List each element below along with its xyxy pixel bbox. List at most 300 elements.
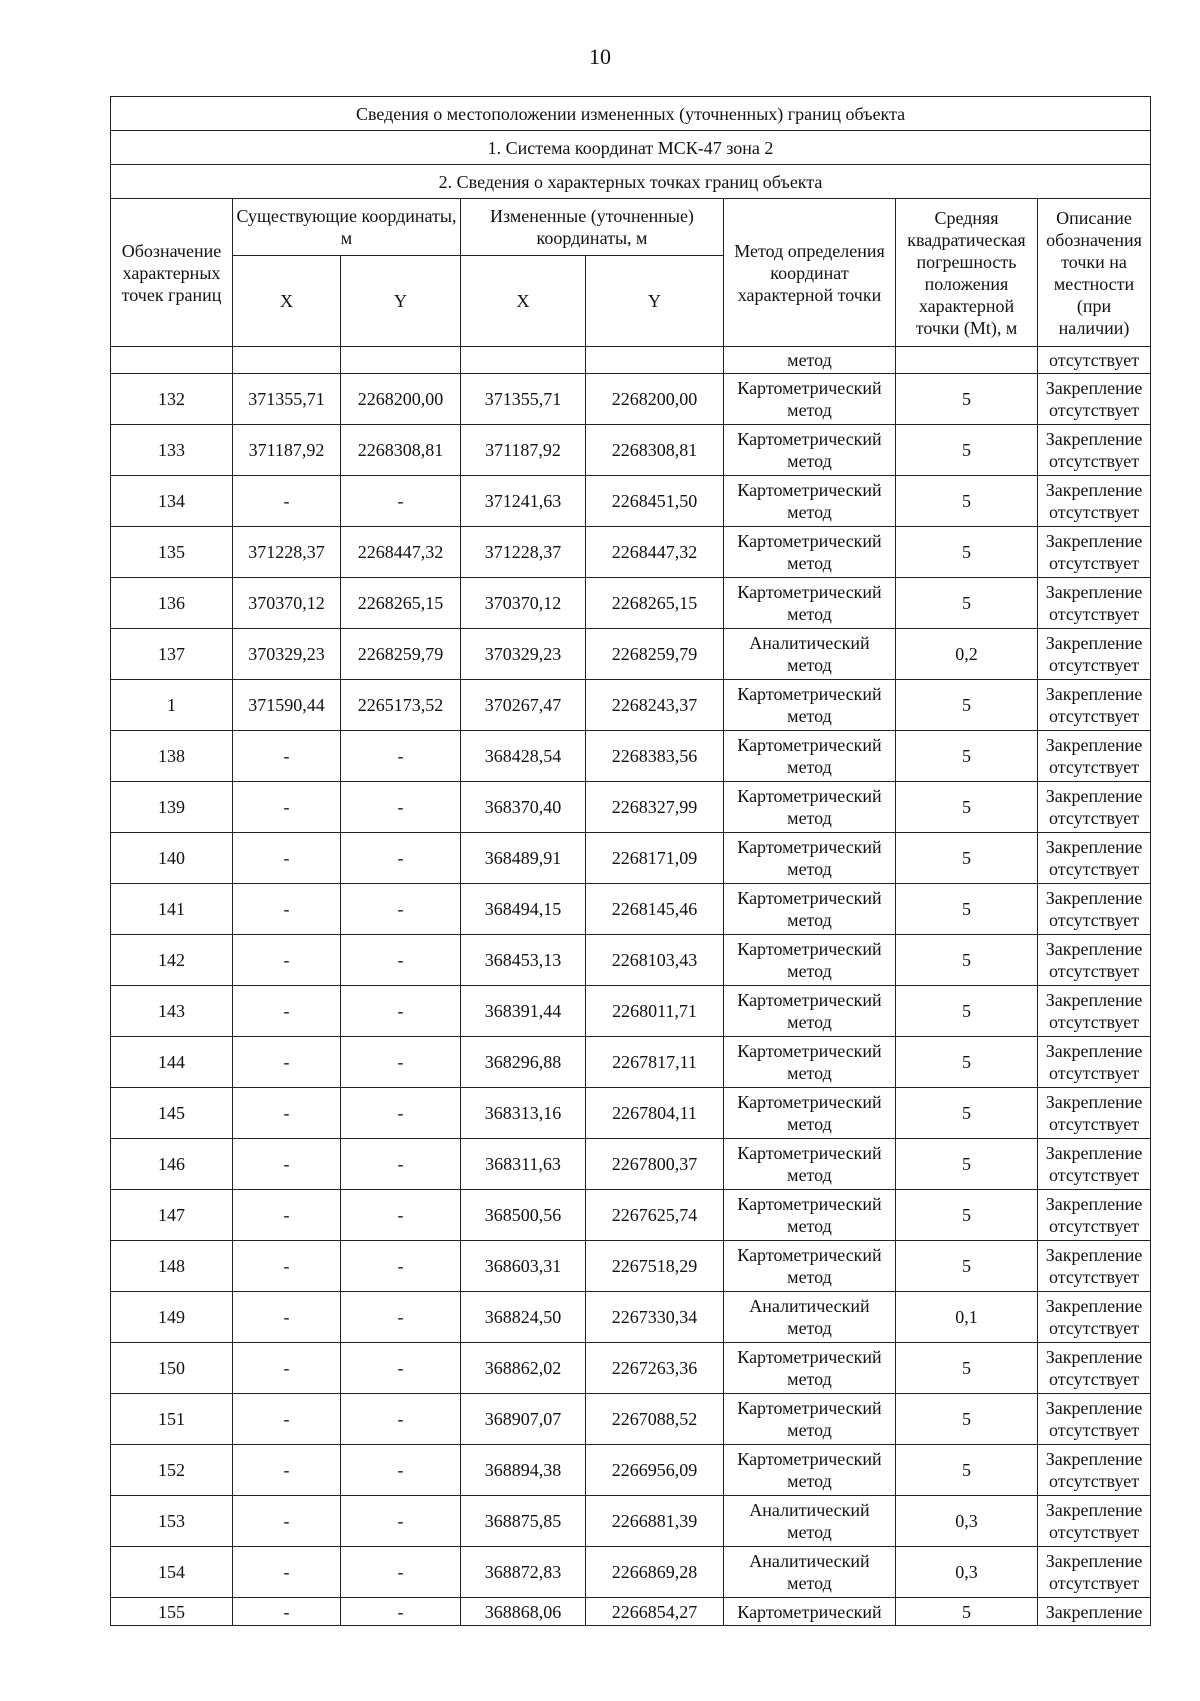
mean-square-error: 5 [896, 731, 1038, 782]
mean-square-error: 5 [896, 680, 1038, 731]
changed-x: 368907,07 [461, 1394, 586, 1445]
point-id: 139 [111, 782, 233, 833]
table-row [111, 1190, 1151, 1241]
method [724, 476, 896, 527]
table-row [111, 1139, 1151, 1190]
method [724, 527, 896, 578]
method-line-1: Картометрический [737, 786, 882, 806]
header-method: Метод определения координат характерной точки [724, 199, 896, 347]
changed-y: 2267088,52 [586, 1394, 724, 1445]
existing-x: - [233, 1598, 341, 1626]
method [724, 1190, 896, 1241]
method-line-1: Аналитический [749, 1551, 870, 1571]
description-line-1: Закрепление [1045, 582, 1143, 602]
existing-x: 371590,44 [233, 680, 341, 731]
existing-y: - [341, 1190, 461, 1241]
method-line-2: метод [787, 961, 832, 981]
description [1038, 1496, 1151, 1547]
method-line-2: метод [787, 706, 832, 726]
method-line-1: Картометрический [737, 1143, 882, 1163]
changed-x: 370267,47 [461, 680, 586, 731]
existing-y: 2265173,52 [341, 680, 461, 731]
method [724, 1037, 896, 1088]
point-id: 132 [111, 374, 233, 425]
table-row [111, 782, 1151, 833]
method-line-1: Картометрический [737, 837, 882, 857]
coordinate-system-heading: 1. Система координат МСК-47 зона 2 [111, 131, 1151, 165]
method-line-2: метод [787, 655, 832, 675]
existing-y: - [341, 476, 461, 527]
description-line-2: отсутствует [1049, 1369, 1140, 1389]
method-line-2: метод [787, 808, 832, 828]
mean-square-error: 0,3 [896, 1496, 1038, 1547]
method-line-1: Аналитический [749, 1500, 870, 1520]
changed-x: 370329,23 [461, 629, 586, 680]
table-row [111, 1598, 1151, 1626]
existing-x: - [233, 986, 341, 1037]
table-row [111, 986, 1151, 1037]
point-id: 136 [111, 578, 233, 629]
description [1038, 1088, 1151, 1139]
changed-y: 2268451,50 [586, 476, 724, 527]
table-row [111, 374, 1151, 425]
point-id: 143 [111, 986, 233, 1037]
mean-square-error: 5 [896, 782, 1038, 833]
mean-square-error: 5 [896, 425, 1038, 476]
method-line-2: метод [787, 910, 832, 930]
description-line-1: Закрепление [1045, 1449, 1143, 1469]
boundary-points-table [110, 96, 1151, 1626]
description-line-1: Закрепление [1045, 1245, 1143, 1265]
existing-x: - [233, 476, 341, 527]
mean-square-error: 5 [896, 527, 1038, 578]
description-line-1: Закрепление [1045, 1092, 1143, 1112]
method-line-2: метод [787, 604, 832, 624]
method-line-2: метод [787, 1165, 832, 1185]
method [724, 884, 896, 935]
existing-x: - [233, 1445, 341, 1496]
changed-x: 371228,37 [461, 527, 586, 578]
table-row [111, 1343, 1151, 1394]
description-line-2: отсутствует [1049, 808, 1140, 828]
changed-x: 368494,15 [461, 884, 586, 935]
changed-y: 2266956,09 [586, 1445, 724, 1496]
description-line-2: отсутствует [1049, 451, 1140, 471]
existing-y: 2268265,15 [341, 578, 461, 629]
mean-square-error: 5 [896, 884, 1038, 935]
method-line-2: метод [787, 1318, 832, 1338]
existing-x: 370370,12 [233, 578, 341, 629]
changed-y: 2267330,34 [586, 1292, 724, 1343]
existing-y: - [341, 1394, 461, 1445]
existing-y: - [341, 935, 461, 986]
point-id: 138 [111, 731, 233, 782]
existing-y: - [341, 1292, 461, 1343]
changed-y: 2268383,56 [586, 731, 724, 782]
description-line-2: отсутствует [1049, 400, 1140, 420]
description-line-2: отсутствует [1049, 1267, 1140, 1287]
mean-square-error: 0,1 [896, 1292, 1038, 1343]
point-id: 137 [111, 629, 233, 680]
changed-x: 368489,91 [461, 833, 586, 884]
description-line-1: Закрепление [1045, 429, 1143, 449]
method [724, 833, 896, 884]
changed-x: 370370,12 [461, 578, 586, 629]
mean-square-error: 5 [896, 833, 1038, 884]
header-existing-coordinates: Существующие координаты, м [233, 199, 461, 256]
mean-square-error: 5 [896, 1394, 1038, 1445]
method-line-1: Картометрический [737, 378, 882, 398]
point-id: 152 [111, 1445, 233, 1496]
method-line-2: метод [787, 859, 832, 879]
description-line-2: отсутствует [1049, 1573, 1140, 1593]
changed-x: 368875,85 [461, 1496, 586, 1547]
existing-x: - [233, 1241, 341, 1292]
method-line-1: Картометрический [737, 939, 882, 959]
changed-x: 371355,71 [461, 374, 586, 425]
description-line-1: Закрепление [1045, 939, 1143, 959]
description-line-1: Закрепление [1045, 1143, 1143, 1163]
mean-square-error: 5 [896, 374, 1038, 425]
method [724, 1139, 896, 1190]
description [1038, 680, 1151, 731]
existing-y: 2268200,00 [341, 374, 461, 425]
method-line-2: метод [787, 1420, 832, 1440]
method-line-1: Картометрический [737, 684, 882, 704]
table-row [111, 425, 1151, 476]
existing-y: - [341, 1547, 461, 1598]
description [1038, 1139, 1151, 1190]
description [1038, 578, 1151, 629]
method [724, 1394, 896, 1445]
changed-y: 2268327,99 [586, 782, 724, 833]
description-line-1: Закрепление [1045, 735, 1143, 755]
existing-x: - [233, 1139, 341, 1190]
point-id: 146 [111, 1139, 233, 1190]
existing-y: - [341, 884, 461, 935]
existing-y: - [341, 1241, 461, 1292]
changed-x: 368862,02 [461, 1343, 586, 1394]
continuation-row [111, 347, 1151, 374]
table-row [111, 680, 1151, 731]
existing-x: 371228,37 [233, 527, 341, 578]
method-line-1: Картометрический [737, 1347, 882, 1367]
method-line-2: метод [787, 1012, 832, 1032]
method-line-2: метод [787, 553, 832, 573]
changed-x: 368311,63 [461, 1139, 586, 1190]
method-line-2: метод [787, 451, 832, 471]
table-title: Сведения о местоположении измененных (уточненных) границ объекта [111, 97, 1151, 131]
table-row [111, 1241, 1151, 1292]
method-line-1: Картометрический [737, 429, 882, 449]
changed-x: 368894,38 [461, 1445, 586, 1496]
point-id: 148 [111, 1241, 233, 1292]
changed-y: 2268308,81 [586, 425, 724, 476]
description [1038, 782, 1151, 833]
existing-y: 2268447,32 [341, 527, 461, 578]
description-line-1: Закрепление [1045, 378, 1143, 398]
table-row [111, 833, 1151, 884]
existing-x: - [233, 833, 341, 884]
method [724, 1088, 896, 1139]
description-line-2: отсутствует [1049, 502, 1140, 522]
existing-y: - [341, 1343, 461, 1394]
method-line-2: метод [787, 1573, 832, 1593]
mean-square-error: 5 [896, 1139, 1038, 1190]
mean-square-error: 5 [896, 1190, 1038, 1241]
method [724, 374, 896, 425]
description-line-2: отсутствует [1049, 961, 1140, 981]
method-line-2: метод [787, 502, 832, 522]
description-line-1: Закрепление [1045, 480, 1143, 500]
changed-x: 368868,06 [461, 1598, 586, 1626]
table-row [111, 935, 1151, 986]
point-id: 150 [111, 1343, 233, 1394]
existing-x: - [233, 1394, 341, 1445]
existing-x: - [233, 1037, 341, 1088]
existing-x: - [233, 1547, 341, 1598]
header-existing-x: X [233, 256, 341, 347]
method-line-1: Картометрический [737, 531, 882, 551]
mean-square-error: 5 [896, 1241, 1038, 1292]
method [724, 680, 896, 731]
description-line-1: Закрепление [1045, 1194, 1143, 1214]
method-line-1: Картометрический [737, 1245, 882, 1265]
existing-y: - [341, 1088, 461, 1139]
point-id: 151 [111, 1394, 233, 1445]
description [1038, 833, 1151, 884]
description-line-2: отсутствует [1049, 1216, 1140, 1236]
changed-x: 368872,83 [461, 1547, 586, 1598]
description-line-1: Закрепление [1045, 684, 1143, 704]
changed-y: 2267800,37 [586, 1139, 724, 1190]
existing-y: - [341, 782, 461, 833]
existing-x: 371187,92 [233, 425, 341, 476]
mean-square-error: 5 [896, 986, 1038, 1037]
point-id: 141 [111, 884, 233, 935]
method-line-1: Картометрический [737, 1398, 882, 1418]
method [724, 935, 896, 986]
changed-x: 368428,54 [461, 731, 586, 782]
method-line-1: Картометрический [737, 990, 882, 1010]
description [1038, 731, 1151, 782]
description [1038, 1547, 1151, 1598]
changed-y: 2268200,00 [586, 374, 724, 425]
description-line-2: отсутствует [1049, 1165, 1140, 1185]
method [724, 1343, 896, 1394]
existing-y: - [341, 986, 461, 1037]
changed-x: 371187,92 [461, 425, 586, 476]
points-section-heading: 2. Сведения о характерных точках границ объекта [111, 165, 1151, 199]
point-id: 1 [111, 680, 233, 731]
changed-y: 2267804,11 [586, 1088, 724, 1139]
changed-y: 2268145,46 [586, 884, 724, 935]
changed-y: 2267625,74 [586, 1190, 724, 1241]
method [724, 1496, 896, 1547]
description-line-1: Закрепление [1045, 888, 1143, 908]
description-line-2: отсутствует [1049, 1318, 1140, 1338]
description [1038, 1343, 1151, 1394]
description-line-2: отсутствует [1049, 757, 1140, 777]
existing-y: 2268308,81 [341, 425, 461, 476]
changed-x: 368296,88 [461, 1037, 586, 1088]
description-line-2: отсутствует [1049, 553, 1140, 573]
mean-square-error: 0,3 [896, 1547, 1038, 1598]
method [724, 731, 896, 782]
mean-square-error: 5 [896, 1037, 1038, 1088]
changed-y: 2266869,28 [586, 1547, 724, 1598]
method [724, 578, 896, 629]
table-row [111, 629, 1151, 680]
description-line-1: Закрепление [1045, 1296, 1143, 1316]
point-id: 144 [111, 1037, 233, 1088]
changed-y: 2268265,15 [586, 578, 724, 629]
method: Картометрический [724, 1598, 896, 1626]
changed-x: 368500,56 [461, 1190, 586, 1241]
header-designation: Обозначение характерных точек границ [111, 199, 233, 347]
description-line-1: Закрепление [1045, 1500, 1143, 1520]
point-id: 134 [111, 476, 233, 527]
description-line-2: отсутствует [1049, 1012, 1140, 1032]
method-line-1: Аналитический [749, 633, 870, 653]
mean-square-error: 5 [896, 1598, 1038, 1626]
point-id: 154 [111, 1547, 233, 1598]
mean-square-error: 5 [896, 476, 1038, 527]
method [724, 425, 896, 476]
method-line-1: Картометрический [737, 1194, 882, 1214]
description [1038, 1394, 1151, 1445]
point-id: 149 [111, 1292, 233, 1343]
description [1038, 1292, 1151, 1343]
method [724, 1292, 896, 1343]
changed-y: 2266854,27 [586, 1598, 724, 1626]
mean-square-error: 5 [896, 1445, 1038, 1496]
header-changed-x: X [461, 256, 586, 347]
existing-y: - [341, 1139, 461, 1190]
existing-y: 2268259,79 [341, 629, 461, 680]
point-id: 153 [111, 1496, 233, 1547]
method [724, 1241, 896, 1292]
point-id: 135 [111, 527, 233, 578]
changed-x: 368603,31 [461, 1241, 586, 1292]
method-line-2: метод [787, 757, 832, 777]
existing-x: - [233, 884, 341, 935]
table-row [111, 1394, 1151, 1445]
existing-x: - [233, 782, 341, 833]
existing-x: - [233, 1190, 341, 1241]
table-row [111, 731, 1151, 782]
method-line-2: метод [787, 1369, 832, 1389]
method-line-2: метод [787, 1114, 832, 1134]
changed-y: 2268171,09 [586, 833, 724, 884]
description [1038, 425, 1151, 476]
description-line-2: отсутствует [1049, 1114, 1140, 1134]
header-mean-square-error: Средняя квадратическая погрешность положения характерной точки (Mt), м [896, 199, 1038, 347]
table-row [111, 1037, 1151, 1088]
changed-x: 371241,63 [461, 476, 586, 527]
changed-y: 2267518,29 [586, 1241, 724, 1292]
description: Закрепление [1038, 1598, 1151, 1626]
description [1038, 1190, 1151, 1241]
changed-y: 2268259,79 [586, 629, 724, 680]
description [1038, 884, 1151, 935]
changed-x: 368370,40 [461, 782, 586, 833]
method-line-1: Картометрический [737, 582, 882, 602]
description-line-2: отсутствует [1049, 1420, 1140, 1440]
table-row [111, 1496, 1151, 1547]
description-line-1: Закрепление [1045, 786, 1143, 806]
changed-y: 2268011,71 [586, 986, 724, 1037]
description-line-2: отсутствует [1049, 655, 1140, 675]
point-id: 142 [111, 935, 233, 986]
method-line-1: Картометрический [737, 1092, 882, 1112]
description-line-1: Закрепление [1045, 1398, 1143, 1418]
description-line-2: отсутствует [1049, 1471, 1140, 1491]
changed-y: 2268103,43 [586, 935, 724, 986]
header-existing-y: Y [341, 256, 461, 347]
description [1038, 986, 1151, 1037]
description-line-2: отсутствует [1049, 910, 1140, 930]
header-changed-coordinates: Измененные (уточненные) координаты, м [461, 199, 724, 256]
continuation-method: метод [724, 347, 896, 374]
mean-square-error: 5 [896, 935, 1038, 986]
changed-x: 368313,16 [461, 1088, 586, 1139]
method-line-2: метод [787, 400, 832, 420]
description [1038, 476, 1151, 527]
method-line-1: Картометрический [737, 735, 882, 755]
method-line-1: Картометрический [737, 1449, 882, 1469]
description-line-1: Закрепление [1045, 1041, 1143, 1061]
method-line-2: метод [787, 1063, 832, 1083]
mean-square-error: 5 [896, 1343, 1038, 1394]
existing-y: - [341, 1445, 461, 1496]
changed-y: 2268243,37 [586, 680, 724, 731]
changed-y: 2267263,36 [586, 1343, 724, 1394]
header-changed-y: Y [586, 256, 724, 347]
method-line-2: метод [787, 1471, 832, 1491]
description-line-1: Закрепление [1045, 1551, 1143, 1571]
existing-x: 370329,23 [233, 629, 341, 680]
table-row [111, 1547, 1151, 1598]
existing-x: - [233, 1088, 341, 1139]
description-line-1: Закрепление [1045, 990, 1143, 1010]
table-row [111, 1088, 1151, 1139]
table-row [111, 527, 1151, 578]
existing-x: - [233, 731, 341, 782]
changed-y: 2266881,39 [586, 1496, 724, 1547]
table-row [111, 884, 1151, 935]
description-line-2: отсутствует [1049, 1063, 1140, 1083]
method-line-2: метод [787, 1522, 832, 1542]
description-line-1: Закрепление [1045, 1347, 1143, 1367]
page-number: 10 [589, 44, 611, 69]
mean-square-error: 5 [896, 1088, 1038, 1139]
existing-y: - [341, 1598, 461, 1626]
description [1038, 1037, 1151, 1088]
point-id: 155 [111, 1598, 233, 1626]
method-line-2: метод [787, 1267, 832, 1287]
table-row [111, 578, 1151, 629]
existing-y: - [341, 731, 461, 782]
point-id: 145 [111, 1088, 233, 1139]
description-line-1: Закрепление [1045, 837, 1143, 857]
method [724, 1445, 896, 1496]
description [1038, 935, 1151, 986]
existing-x: 371355,71 [233, 374, 341, 425]
existing-x: - [233, 935, 341, 986]
changed-x: 368824,50 [461, 1292, 586, 1343]
method-line-2: метод [787, 1216, 832, 1236]
